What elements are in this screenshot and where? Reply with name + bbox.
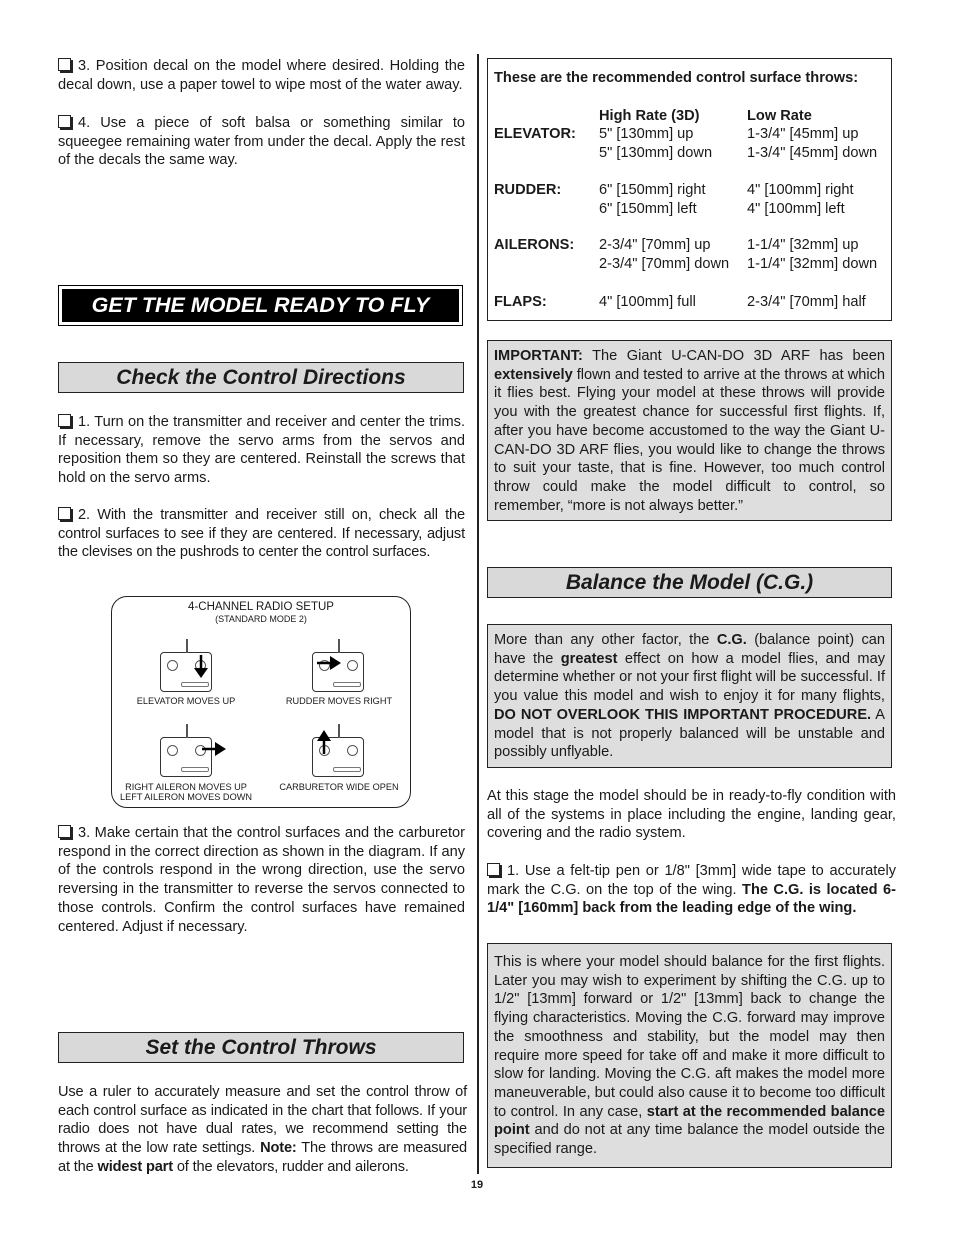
throws-intro-paragraph: Use a ruler to accurately measure and set the control throw of each control surface as indicated in the chart that follows. If your radio does not have dual rates, we recommend setting the throws at the low rate settings. Note: The throws are measured at the widest part of the elevators, rudder and ailerons.: [58, 1084, 467, 1175]
arrow-down-icon: [194, 655, 208, 679]
diagram-title: 4-CHANNEL RADIO SETUP: [188, 601, 334, 613]
table-row: FLAPS: 4" [100mm] full 2-3/4" [70mm] half: [494, 293, 866, 310]
main-section-banner: GET THE MODEL READY TO FLY: [58, 285, 463, 326]
page-number: 19: [470, 1179, 484, 1191]
diagram-subtitle: (STANDARD MODE 2): [215, 614, 307, 624]
label-carburetor: CARBURETOR WIDE OPEN: [279, 782, 399, 792]
label-aileron-right: RIGHT AILERON MOVES UP: [125, 782, 247, 792]
checkbox-icon[interactable]: [58, 115, 71, 128]
arrow-right-icon: [317, 655, 343, 671]
label-elevator: ELEVATOR MOVES UP: [136, 696, 236, 706]
control-throws-heading: Set the Control Throws: [58, 1032, 464, 1063]
checkbox-icon[interactable]: [58, 507, 71, 520]
cg-importance-box: More than any other factor, the C.G. (balance point) can have the greatest effect on how a model flies, and may determine whether or not your first flight will be successful. If you value this model and wish to enjoy it for many flights, DO NOT OVERLOOK THIS IMPORTANT PROCEDURE. A model that is not properly balanced will be unstable and possibly unflyable.: [487, 624, 892, 768]
cg-step-1: 1. Use a felt-tip pen or 1/8" [3mm] wide tape to accurately mark the C.G. on the top of the wing. The C.G. is located 6-1/4" [160mm] back from the leading edge of the wing.: [487, 863, 897, 917]
throws-table-box: [487, 58, 892, 321]
decal-step-3: 3. Position decal on the model where desired. Holding the decal down, use a paper towel to wipe most of the water away.: [58, 58, 465, 93]
table-row: RUDDER: 6" [150mm] right 6" [150mm] left 4" [100mm] right 4" [100mm] left: [494, 181, 854, 217]
ready-to-fly-paragraph: At this stage the model should be in ready-to-fly condition with all of the systems in place including the engine, landing gear, covering and the radio system.: [487, 788, 896, 842]
header-low-rate: Low Rate: [747, 107, 812, 124]
header-high-rate: High Rate (3D): [599, 107, 700, 124]
arrow-right-icon: [202, 741, 228, 757]
throws-table: [494, 107, 877, 312]
checkbox-icon[interactable]: [58, 825, 71, 838]
check-step-3: 3. Make certain that the control surfaces and the carburetor respond in the correct direction as shown in the diagram. If any of the controls respond in the wrong direction, use the servo reversing in the transmitter to reverse the servos connected to those controls. Confirm the control surfaces have remained centered. Adjust if necessary.: [58, 825, 465, 935]
throws-table-title: These are the recommended control surface throws:: [494, 70, 859, 86]
checkbox-icon[interactable]: [58, 414, 71, 427]
decal-step-4: 4. Use a piece of soft balsa or something similar to squeegee remaining water from under the decal. Apply the rest of the decals the same way.: [58, 115, 465, 169]
checkbox-icon[interactable]: [58, 58, 71, 71]
balance-heading: Balance the Model (C.G.): [487, 567, 892, 598]
check-step-2: 2. With the transmitter and receiver still on, check all the control surfaces to see if they are centered. If necessary, adjust the clevises on the pushrods to center the control surfaces.: [58, 507, 465, 561]
checkbox-icon[interactable]: [487, 863, 500, 876]
label-rudder: RUDDER MOVES RIGHT: [285, 696, 393, 706]
important-note-box: IMPORTANT: The Giant U-CAN-DO 3D ARF has been extensively flown and tested to arrive at the throws at which it flies best. Flying your model at these throws will provide you with the greatest chance for successful first flights. If, after you have become accustomed to the way the Giant U-CAN-DO 3D ARF flies, you would like to change the throws to suit your taste, that is fine. However, too much control throw could make the model difficult to control, so remember, “more is not always better.”: [487, 340, 892, 521]
table-row: AILERONS: 2-3/4" [70mm] up 2-3/4" [70mm] down 1-1/4" [32mm] up 1-1/4" [32mm] down: [494, 237, 878, 272]
arrow-up-icon: [316, 730, 332, 754]
check-step-1: 1. Turn on the transmitter and receiver and center the trims. If necessary, remove the servo arms from the servos and reposition them so they are centered. Reinstall the screws that hold on the servo arms.: [58, 414, 465, 487]
column-divider: [477, 54, 479, 1174]
table-row: ELEVATOR: 5" [130mm] up 5" [130mm] down 1-3/4" [45mm] up 1-3/4" [45mm] down: [494, 126, 878, 162]
radio-setup-diagram: [111, 596, 411, 808]
check-directions-heading: Check the Control Directions: [58, 362, 464, 393]
cg-experiment-box: This is where your model should balance for the first flights. Later you may wish to experiment by shifting the C.G. up to 1/2" [13mm] forward or 1/2" [13mm] back to change the flying characteristics. Moving the C.G. forward may improve the smoothness and stability, but the model may then require more speed for take off and make it more difficult to slow for landing. Moving the C.G. aft makes the model more maneuverable, but could also cause it to become too difficult to control. In any case, start at the recommended balance point and do not at any time balance the model outside the specified range.: [487, 943, 892, 1168]
label-aileron-left: LEFT AILERON MOVES DOWN: [119, 792, 253, 802]
